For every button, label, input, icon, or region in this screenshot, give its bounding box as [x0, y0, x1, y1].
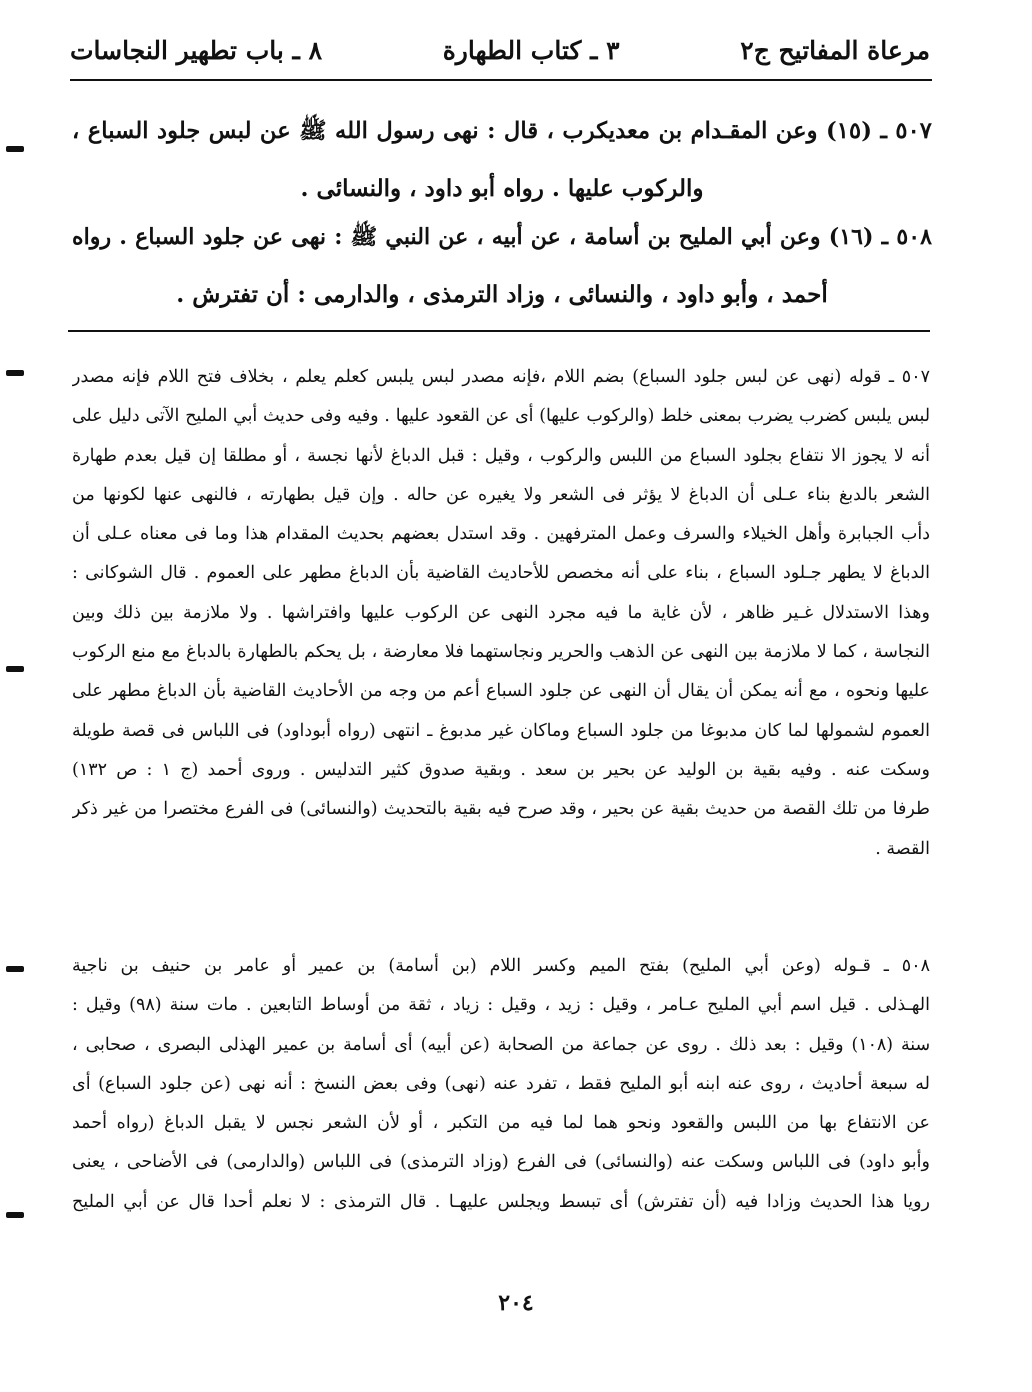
commentary-line: رويا هذا الحديث وزادا فيه (أن تفترش) أى تبسط ويجلس عليهـا . قال الترمذى : لا نعلم أحدا قال عن أبي المليح	[72, 1191, 930, 1212]
hadith-line: ٥٠٨ ـ (١٦) وعن أبي المليح بن أسامة ، عن أبيه ، عن النبي ﷺ : نهى عن جلود السباع . رواه	[72, 224, 932, 250]
commentary-line: وسكت عنه . وفيه بقية بن الوليد عن بحير بن سعد . وبقية صدوق كثير التدليس . وروى أحمد (ج ١ : ص ١٣٢)	[72, 759, 930, 780]
header-rule	[70, 79, 932, 81]
header-chapter: ٣ ـ كتاب الطهارة	[442, 35, 620, 65]
page-number: ٢٠٤	[498, 1290, 534, 1316]
hadith-line: أحمد ، وأبو داود ، والنسائى ، وزاد الترمذى ، والدارمى : أن تفترش .	[176, 281, 828, 308]
commentary-line: له سبعة أحاديث ، روى عنه ابنه أبو المليح فقط ، تفرد عنه (نهى) وفى بعض النسخ : أنه نهى (عن جلود السباع) أى	[72, 1073, 930, 1094]
commentary-line: سنة (١٠٨) وقيل : بعد ذلك . روى عن جماعة من الصحابة (عن أبيه) أى أسامة بن عمير الهذلى البصرى ، صحابى ،	[72, 1034, 930, 1055]
commentary-line: لبس يلبس كضرب يضرب بمعنى خلط (والركوب عليها) أى عن القعود عليها . وفيه وفى حديث أبي المليح الآتى دليل على	[72, 406, 930, 427]
commentary-line: القصة .	[875, 838, 930, 859]
commentary-line: وهذا الاستدلال غـير ظاهر ، لأن غاية ما فيه مجرد النهى عن الركوب عليها وافتراشها . ولا ملازمة بين ذلك وبين	[72, 602, 930, 623]
header-book-title: مرعاة المفاتيح ج٢	[740, 35, 930, 65]
margin-mark	[6, 1212, 24, 1218]
commentary-line: النجاسة ، كما لا ملازمة بين النهى عن الذهب والحرير ونجاستهما فلا معارضة ، بل يحكم بالطهارة بالدباغ مع منع الركوب	[72, 642, 930, 663]
commentary-line: طرفا من تلك القصة من حديث بقية عن بحير ، وقد صرح فيه بقية بالتحديث (والنسائى) فى الفرع مختصرا من غير ذكر	[72, 799, 930, 820]
margin-mark	[6, 370, 24, 376]
header-section: ٨ ـ باب تطهير النجاسات	[70, 35, 322, 65]
commentary-line: أنه لا يجوز الا نتفاع بجلود السباع من اللبس والركوب ، وقيل : قبل الدباغ لأنها نجسة ، أو مطلقا إن قيل بعدم طهارة	[72, 445, 930, 466]
commentary-line: ٥٠٧ ـ قوله (نهى عن لبس جلود السباع) بضم اللام ،فإنه مصدر لبس يلبس كعلم يعلم ، بخلاف فتح اللام فإنه مصدر	[72, 367, 930, 387]
commentary-line: الهـذلى . قيل اسم أبي المليح عـامر ، وقيل : زيد ، وقيل : زياد ، ثقة من أوساط التابعين . مات سنة (٩٨) وقيل :	[72, 995, 930, 1016]
commentary-508	[72, 947, 930, 1222]
commentary-line: عليها ونحوه ، مع أنه يمكن أن يقال أن النهى عن جلود السباع أعم من وجه من الأحاديث القاضية بأن الدباغ مطهر على	[72, 681, 930, 702]
hadith-line: والركوب عليها . رواه أبو داود ، والنسائى .	[300, 175, 704, 202]
margin-mark	[6, 966, 24, 972]
commentary-line: ٥٠٨ ـ قـوله (وعن أبي المليح) بفتح الميم وكسر اللام (بن أسامة) بن عمير أو عامر بن حنيف بن ناجية	[72, 956, 930, 976]
section-divider	[68, 330, 930, 332]
margin-mark	[6, 666, 24, 672]
commentary-line: العموم لشمولها لما كان مدبوغا من جلود السباع وماكان غير مدبوغ ـ انتهى (رواه أبوداود) فى اللباس فى قصة طويلة	[72, 720, 930, 741]
commentary-line: عن الانتفاع بها من اللبس والقعود ونحو هما لما فيه من التكبر ، أو لأن الشعر نجس لا يقبل الدباغ (رواه أحمد	[72, 1113, 930, 1134]
commentary-line: الشعر بالدبغ بناء عـلى أن الدباغ لا يؤثر فى الشعر ولا يغيره عن حاله . وإن قيل بطهارته ، فالنهى عنها لكونها من	[72, 484, 930, 505]
commentary-507	[72, 358, 930, 869]
commentary-line: دأب الجبابرة وأهل الخيلاء والسرف وعمل المترفهين . وقد استدل بعضهم بحديث المقدام هذا وما فى معناه عـلى أن	[72, 524, 930, 545]
hadith-line: ٥٠٧ ـ (١٥) وعن المقـدام بن معديكرب ، قال : نهى رسول الله ﷺ عن لبس جلود السباع ،	[72, 118, 932, 144]
commentary-line: الدباغ لا يطهر جـلود السباع ، بناء على أنه مخصص للأحاديث القاضية بأن الدباغ مطهر على العموم . قال الشوكانى :	[72, 563, 930, 584]
margin-mark	[6, 146, 24, 152]
running-header	[70, 22, 930, 78]
hadith-508	[72, 208, 932, 324]
hadith-507	[72, 102, 932, 218]
commentary-line: وأبو داود) فى اللباس وسكت عنه (والنسائى) فى الفرع (وزاد الترمذى) فى اللباس (والدارمى) فى الأضاحى ، يعنى	[72, 1152, 930, 1173]
